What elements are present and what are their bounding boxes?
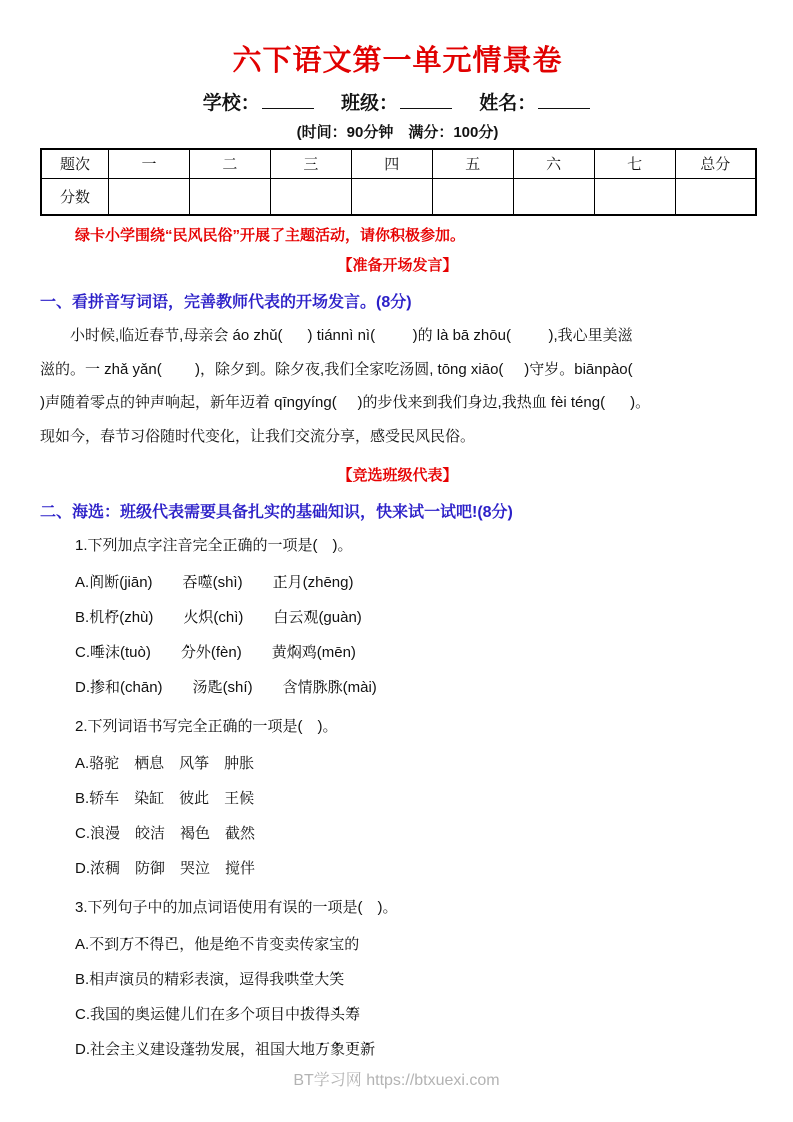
score-cell-empty: [432, 178, 513, 215]
section-one-heading: 一、看拼音写词语，完善教师代表的开场发言。(8分): [40, 294, 412, 311]
score-cell-empty: [675, 178, 756, 215]
dotted-char: 象: [330, 1041, 346, 1058]
question-1: [40, 527, 755, 705]
paragraph-line: 现如今，春节习俗随时代变化，让我们交流分享，感受民风民俗。: [40, 427, 476, 445]
score-table-header-cell: 四: [351, 149, 432, 178]
option-line: A.不到万不得已，他是绝不肯变卖传家宝的: [75, 936, 360, 953]
score-table-header-cell: 二: [189, 149, 270, 178]
score-table-header-cell: 三: [270, 149, 351, 178]
student-info-line: [40, 92, 755, 116]
score-cell-empty: [109, 178, 190, 215]
dotted-char: 已: [164, 936, 180, 953]
dotted-char: 分: [180, 644, 196, 661]
question-3-stem: 3.下列句子中的加点词语使用有误的一项是( )。: [75, 899, 398, 916]
school-blank: [262, 106, 314, 109]
option-line: D.社会主义建设蓬勃发展，祖国大地万象更新: [75, 1041, 376, 1058]
dotted-char: 间: [89, 574, 105, 591]
option-line: C.我国的奥运健儿们在多个项目中拔得头筹: [75, 1006, 361, 1023]
paragraph-line: 滋的。一 zhǎ yǎn( )，除夕到。除夕夜,我们全家吃汤圆, tōng xiāo( )守岁。biānpào(: [40, 360, 633, 378]
dotted-char: 万: [119, 936, 135, 953]
page-title: 六下语文第一单元情景卷: [232, 45, 563, 77]
dotted-char: 万: [315, 1041, 331, 1058]
name-field: [479, 93, 592, 114]
option-line: D.浓稠 防御 哭泣 搅伴: [75, 860, 256, 877]
dotted-char: 更: [345, 1041, 361, 1058]
school-label: 学校：: [202, 93, 260, 114]
dotted-char: 得: [149, 936, 165, 953]
time-score-line: (时间：90分钟 满分：100分): [296, 124, 499, 141]
score-table-body: [41, 178, 756, 215]
dotted-char: 笑: [329, 971, 345, 988]
class-field: [341, 93, 454, 114]
question-1-options: [40, 565, 755, 705]
score-table-header-cell: 一: [109, 149, 190, 178]
question-3-options: [40, 927, 755, 1067]
dotted-char: 筹: [345, 1006, 361, 1023]
watermark-site-url: BT学习网 https://btxuexi.com: [293, 1072, 500, 1089]
question-2-options: [40, 746, 755, 886]
question-2: [40, 708, 755, 886]
score-cell-empty: [513, 178, 594, 215]
dotted-char: 正: [272, 574, 288, 591]
dotted-char: 拔: [300, 1006, 316, 1023]
dotted-char: 不: [134, 936, 150, 953]
score-table-header-cell: 六: [513, 149, 594, 178]
option-line: A.骆驼 栖息 风筝 肿胀: [75, 755, 255, 772]
option-line: C.唾沫(tuò) 分外(fèn) 黄焖鸡(mēn): [75, 644, 356, 661]
dotted-char: 匙: [207, 679, 223, 696]
section-two-heading: 二、海选：班级代表需要具备扎实的基础知识，快来试一试吧!(8分): [40, 504, 513, 521]
page-content: [0, 42, 793, 1067]
dotted-char: 大: [314, 971, 330, 988]
score-table-header-cell: 题次: [41, 149, 109, 178]
pinyin-paragraph: [40, 319, 755, 453]
dotted-char: 脉: [312, 679, 328, 696]
dotted-char: 焖: [286, 644, 302, 661]
school-field: [203, 93, 316, 114]
question-1-stem: 1.下列加点字注音完全正确的一项是( )。: [75, 537, 353, 554]
dotted-char: 哄: [284, 971, 300, 988]
class-blank: [400, 106, 452, 109]
score-table-header-cell: 七: [594, 149, 675, 178]
paragraph-line: )声随着零点的钟声响起，新年迈着 qīngyíng( )的步伐来到我们身边,我热血 fèi téng( )。: [40, 394, 651, 411]
dotted-char: 脉: [327, 679, 343, 696]
option-line: C.浪漫 皎洁 褐色 截然: [75, 825, 256, 842]
dotted-char: 炽: [198, 609, 214, 626]
score-table: [40, 148, 757, 216]
option-line: D.掺和(chān) 汤匙(shí) 含情脉脉(mài): [75, 679, 377, 696]
score-table-head: [41, 149, 756, 178]
score-cell-empty: [270, 178, 351, 215]
name-blank: [538, 106, 590, 109]
dotted-char: 杼: [104, 609, 120, 626]
option-line: B.相声演员的精彩表演，逗得我哄堂大笑: [75, 971, 345, 988]
dotted-char: 得: [315, 1006, 331, 1023]
class-label: 班级：: [340, 93, 398, 114]
option-line: A.间断(jiān) 吞噬(shì) 正月(zhēng): [75, 574, 354, 591]
score-row-label: 分数: [41, 178, 109, 215]
dotted-char: 掺: [90, 679, 106, 696]
stage-bracket-2: 【竞选班级代表】: [337, 467, 458, 484]
stage-bracket-1: 【准备开场发言】: [337, 257, 458, 274]
name-label: 姓名：: [479, 93, 537, 114]
score-table-header-cell: 总分: [675, 149, 756, 178]
dotted-char: 唾: [90, 644, 106, 661]
question-2-stem: 2.下列词语书写完全正确的一项是( )。: [75, 718, 338, 735]
dotted-char: 观: [303, 609, 319, 626]
option-line: B.机杼(zhù) 火炽(chì) 白云观(guàn): [75, 609, 362, 626]
question-3: [40, 889, 755, 1067]
score-table-header-cell: 五: [432, 149, 513, 178]
dotted-char: 堂: [299, 971, 315, 988]
activity-notice: 绿卡小学围绕“民风民俗”开展了主题活动，请你积极参加。: [75, 227, 466, 244]
score-cell-empty: [594, 178, 675, 215]
dotted-char: 噬: [197, 574, 213, 591]
dotted-char: 新: [360, 1041, 376, 1058]
paragraph-line: 小时候,临近春节,母亲会 áo zhǔ( ) tiánnì nì( )的 là bā zhōu( ),我心里美滋: [70, 327, 633, 344]
option-line: B.轿车 染缸 彼此 王候: [75, 790, 255, 807]
dotted-char: 头: [330, 1006, 346, 1023]
dotted-char: 吞: [182, 574, 198, 591]
score-cell-empty: [351, 178, 432, 215]
score-cell-empty: [189, 178, 270, 215]
